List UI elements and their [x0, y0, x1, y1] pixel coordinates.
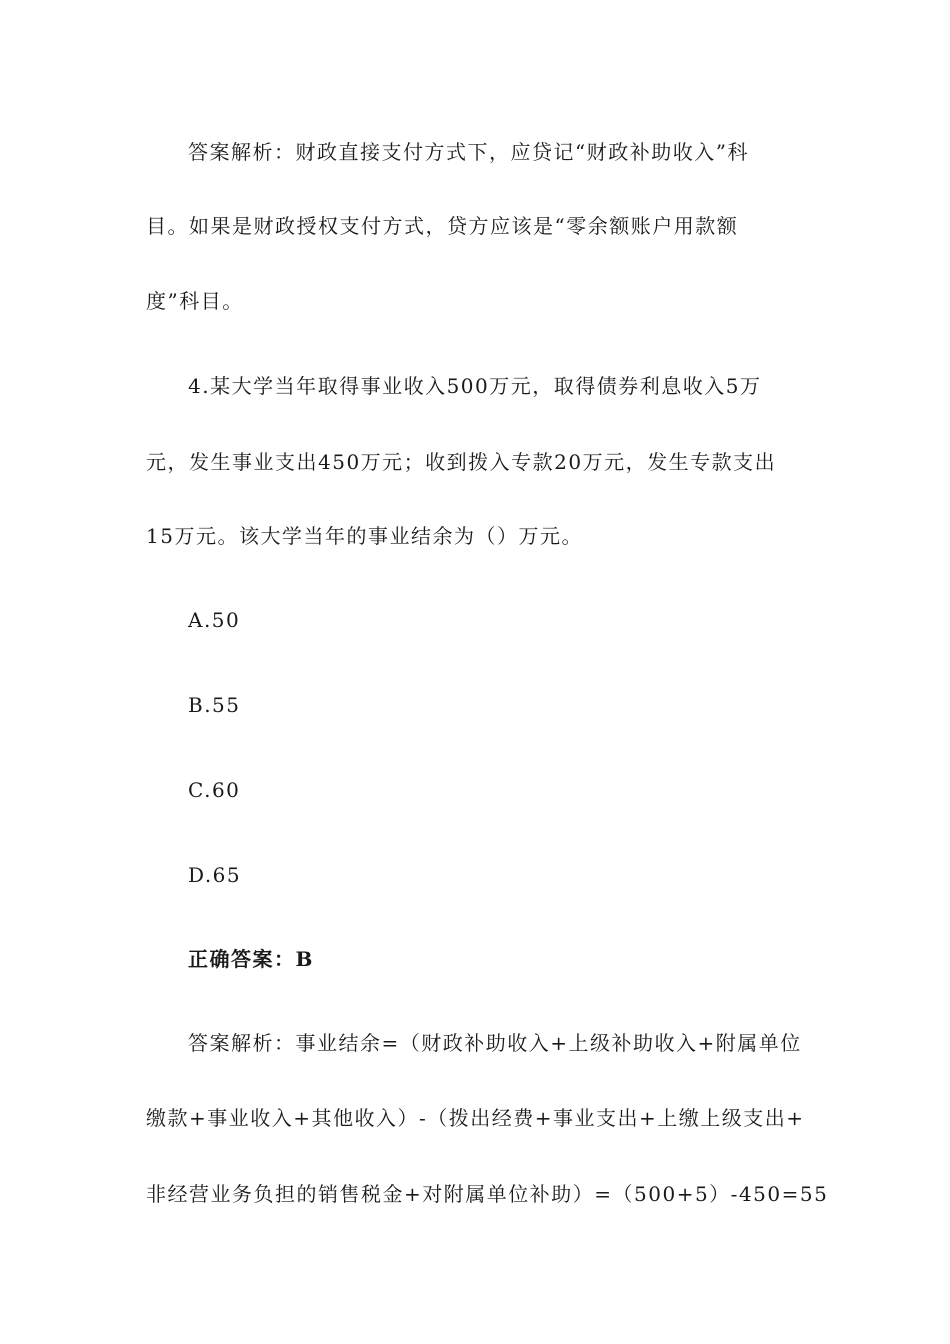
- analysis-1-line-3: 度”科目。: [146, 289, 244, 313]
- question-4-line-3: 15万元。该大学当年的事业结余为（）万元。: [146, 524, 583, 548]
- option-b: B.55: [188, 693, 241, 717]
- analysis-2-line-3: 非经营业务负担的销售税金+对附属单位补助）=（500+5）-450=55: [146, 1182, 829, 1206]
- question-4-line-2: 元，发生事业支出450万元；收到拨入专款20万元，发生专款支出: [146, 450, 777, 474]
- analysis-2-line-1: 答案解析：事业结余=（财政补助收入+上级补助收入+附属单位: [188, 1031, 802, 1055]
- option-c: C.60: [188, 778, 241, 802]
- analysis-1-line-2: 目。如果是财政授权支付方式，贷方应该是“零余额账户用款额: [146, 214, 739, 238]
- option-d: D.65: [188, 863, 242, 887]
- option-a: A.50: [188, 608, 241, 632]
- analysis-1-line-1: 答案解析：财政直接支付方式下，应贷记“财政补助收入”科: [188, 140, 749, 164]
- correct-answer: 正确答案：B: [188, 947, 314, 971]
- analysis-2-line-2: 缴款+事业收入+其他收入）-（拨出经费+事业支出+上缴上级支出+: [146, 1106, 805, 1130]
- question-4-line-1: 4.某大学当年取得事业收入500万元，取得债券利息收入5万: [188, 374, 762, 398]
